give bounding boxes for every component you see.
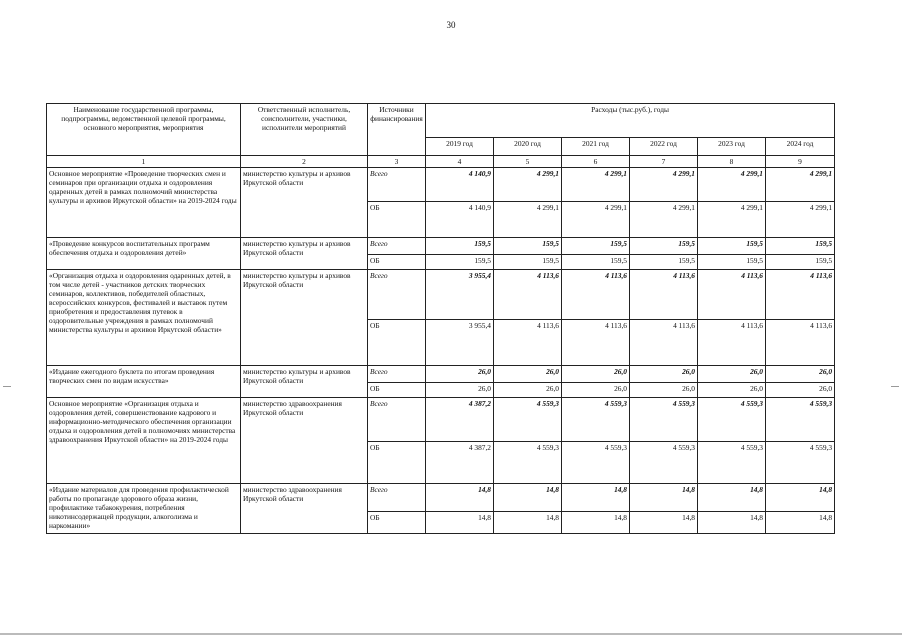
- total-value: 159,5: [426, 238, 494, 255]
- table-row: [47, 270, 835, 320]
- total-value: 4 299,1: [766, 168, 835, 202]
- total-value: 26,0: [698, 366, 766, 383]
- activity-name: «Организация отдыха и оздоровления одаренных детей, в том числе детей - участников детских творческих семинаров, коллективов, победителей областных, всероссийских конкурсов, фестивалей и выставок путем приобретения и предоставления путевок в оздоровительные учреждения в рамках полномочий министерства культуры и архивов Иркутской области»: [47, 270, 241, 366]
- page-number: 30: [446, 20, 456, 30]
- ob-value: 4 299,1: [494, 202, 562, 238]
- total-value: 159,5: [494, 238, 562, 255]
- total-value: 4 299,1: [562, 168, 630, 202]
- executor: министерство здравоохранения Иркутской области: [241, 398, 368, 484]
- ob-value: 26,0: [494, 383, 562, 398]
- total-value: 26,0: [562, 366, 630, 383]
- executor: министерство культуры и архивов Иркутской области: [241, 270, 368, 366]
- ob-value: 4 559,3: [698, 442, 766, 484]
- header-year: 2024 год: [766, 138, 835, 156]
- header-expenses: Расходы (тыс.руб.), годы: [426, 104, 835, 138]
- source-total: Всего: [368, 398, 426, 442]
- table-row: [47, 168, 835, 202]
- activity-name: Основное мероприятие «Проведение творческих смен и семинаров при организации отдыха и оздоровления одаренных детей в рамках полномочий министерства культуры и архивов Иркутской области» на 2019-2024 годы: [47, 168, 241, 238]
- executor: министерство культуры и архивов Иркутской области: [241, 366, 368, 398]
- source-total: Всего: [368, 238, 426, 255]
- source-ob: ОБ: [368, 383, 426, 398]
- table-row: [47, 238, 835, 255]
- ob-value: 4 113,6: [766, 320, 835, 366]
- total-value: 4 113,6: [494, 270, 562, 320]
- column-number: 7: [630, 156, 698, 168]
- source-ob: ОБ: [368, 202, 426, 238]
- ob-value: 14,8: [766, 512, 835, 534]
- header-source: Источники финансирования: [368, 104, 426, 156]
- column-number: 6: [562, 156, 630, 168]
- executor: министерство культуры и архивов Иркутской области: [241, 238, 368, 270]
- activity-name: «Издание материалов для проведения профилактической работы по пропаганде здорового образа жизни, профилактике табакокурения, потребления никотинсодержащей продукции, алкоголизма и наркомании»: [47, 484, 241, 534]
- total-value: 26,0: [494, 366, 562, 383]
- source-ob: ОБ: [368, 255, 426, 270]
- ob-value: 14,8: [494, 512, 562, 534]
- total-value: 4 299,1: [630, 168, 698, 202]
- total-value: 3 955,4: [426, 270, 494, 320]
- total-value: 4 387,2: [426, 398, 494, 442]
- table-row: [47, 398, 835, 442]
- ob-value: 4 140,9: [426, 202, 494, 238]
- ob-value: 14,8: [562, 512, 630, 534]
- ob-value: 4 113,6: [494, 320, 562, 366]
- total-value: 26,0: [630, 366, 698, 383]
- header-year: 2022 год: [630, 138, 698, 156]
- ob-value: 159,5: [562, 255, 630, 270]
- total-value: 4 113,6: [562, 270, 630, 320]
- source-total: Всего: [368, 366, 426, 383]
- header-year: 2021 год: [562, 138, 630, 156]
- column-number: 3: [368, 156, 426, 168]
- column-number: 4: [426, 156, 494, 168]
- margin-mark: [891, 386, 899, 387]
- total-value: 14,8: [630, 484, 698, 512]
- total-value: 159,5: [698, 238, 766, 255]
- scan-edge: [0, 633, 902, 635]
- source-total: Всего: [368, 484, 426, 512]
- total-value: 159,5: [630, 238, 698, 255]
- header-year: 2019 год: [426, 138, 494, 156]
- total-value: 4 559,3: [698, 398, 766, 442]
- ob-value: 4 559,3: [766, 442, 835, 484]
- total-value: 159,5: [562, 238, 630, 255]
- header-year: 2020 год: [494, 138, 562, 156]
- ob-value: 4 387,2: [426, 442, 494, 484]
- total-value: 14,8: [766, 484, 835, 512]
- margin-mark: [3, 386, 11, 387]
- activity-name: «Проведение конкурсов воспитательных программ обеспечения отдыха и оздоровления детей»: [47, 238, 241, 270]
- total-value: 14,8: [698, 484, 766, 512]
- total-value: 4 559,3: [630, 398, 698, 442]
- total-value: 4 113,6: [766, 270, 835, 320]
- total-value: 159,5: [766, 238, 835, 255]
- total-value: 4 559,3: [562, 398, 630, 442]
- ob-value: 159,5: [630, 255, 698, 270]
- ob-value: 3 955,4: [426, 320, 494, 366]
- ob-value: 4 559,3: [494, 442, 562, 484]
- total-value: 14,8: [494, 484, 562, 512]
- ob-value: 4 299,1: [562, 202, 630, 238]
- total-value: 4 559,3: [766, 398, 835, 442]
- source-ob: ОБ: [368, 512, 426, 534]
- ob-value: 26,0: [426, 383, 494, 398]
- ob-value: 26,0: [698, 383, 766, 398]
- ob-value: 4 299,1: [766, 202, 835, 238]
- ob-value: 4 113,6: [562, 320, 630, 366]
- ob-value: 26,0: [562, 383, 630, 398]
- header-year: 2023 год: [698, 138, 766, 156]
- activity-name: «Издание ежегодного буклета по итогам проведения творческих смен по видам искусства»: [47, 366, 241, 398]
- column-number: 9: [766, 156, 835, 168]
- ob-value: 159,5: [766, 255, 835, 270]
- ob-value: 14,8: [426, 512, 494, 534]
- total-value: 26,0: [766, 366, 835, 383]
- total-value: 4 299,1: [494, 168, 562, 202]
- column-number: 8: [698, 156, 766, 168]
- source-ob: ОБ: [368, 442, 426, 484]
- ob-value: 4 113,6: [630, 320, 698, 366]
- total-value: 4 559,3: [494, 398, 562, 442]
- ob-value: 4 299,1: [630, 202, 698, 238]
- activity-name: Основное мероприятие «Организация отдыха и оздоровления детей, совершенствование кадрового и информационно-методического обеспечения организации отдыха и оздоровления детей в полномочиях министерства здравоохранения Иркутской области» на 2019-2024 годы: [47, 398, 241, 484]
- table-row: [47, 484, 835, 512]
- ob-value: 14,8: [698, 512, 766, 534]
- total-value: 4 299,1: [698, 168, 766, 202]
- ob-value: 159,5: [426, 255, 494, 270]
- ob-value: 4 299,1: [698, 202, 766, 238]
- executor: министерство культуры и архивов Иркутской области: [241, 168, 368, 238]
- ob-value: 26,0: [766, 383, 835, 398]
- ob-value: 26,0: [630, 383, 698, 398]
- ob-value: 159,5: [494, 255, 562, 270]
- total-value: 4 140,9: [426, 168, 494, 202]
- column-number: 5: [494, 156, 562, 168]
- header-executor: Ответственный исполнитель, соисполнители, участники, исполнители мероприятий: [241, 104, 368, 156]
- source-total: Всего: [368, 270, 426, 320]
- column-number: 2: [241, 156, 368, 168]
- source-ob: ОБ: [368, 320, 426, 366]
- total-value: 4 113,6: [630, 270, 698, 320]
- total-value: 4 113,6: [698, 270, 766, 320]
- table-row: [47, 366, 835, 383]
- header-name: Наименование государственной программы, подпрограммы, ведомственной целевой программы, основного мероприятия, мероприятия: [47, 104, 241, 156]
- source-total: Всего: [368, 168, 426, 202]
- ob-value: 14,8: [630, 512, 698, 534]
- executor: министерство здравоохранения Иркутской области: [241, 484, 368, 534]
- total-value: 14,8: [562, 484, 630, 512]
- ob-value: 4 559,3: [562, 442, 630, 484]
- column-number: 1: [47, 156, 241, 168]
- total-value: 26,0: [426, 366, 494, 383]
- ob-value: 4 559,3: [630, 442, 698, 484]
- ob-value: 4 113,6: [698, 320, 766, 366]
- ob-value: 159,5: [698, 255, 766, 270]
- budget-table: [46, 103, 835, 534]
- total-value: 14,8: [426, 484, 494, 512]
